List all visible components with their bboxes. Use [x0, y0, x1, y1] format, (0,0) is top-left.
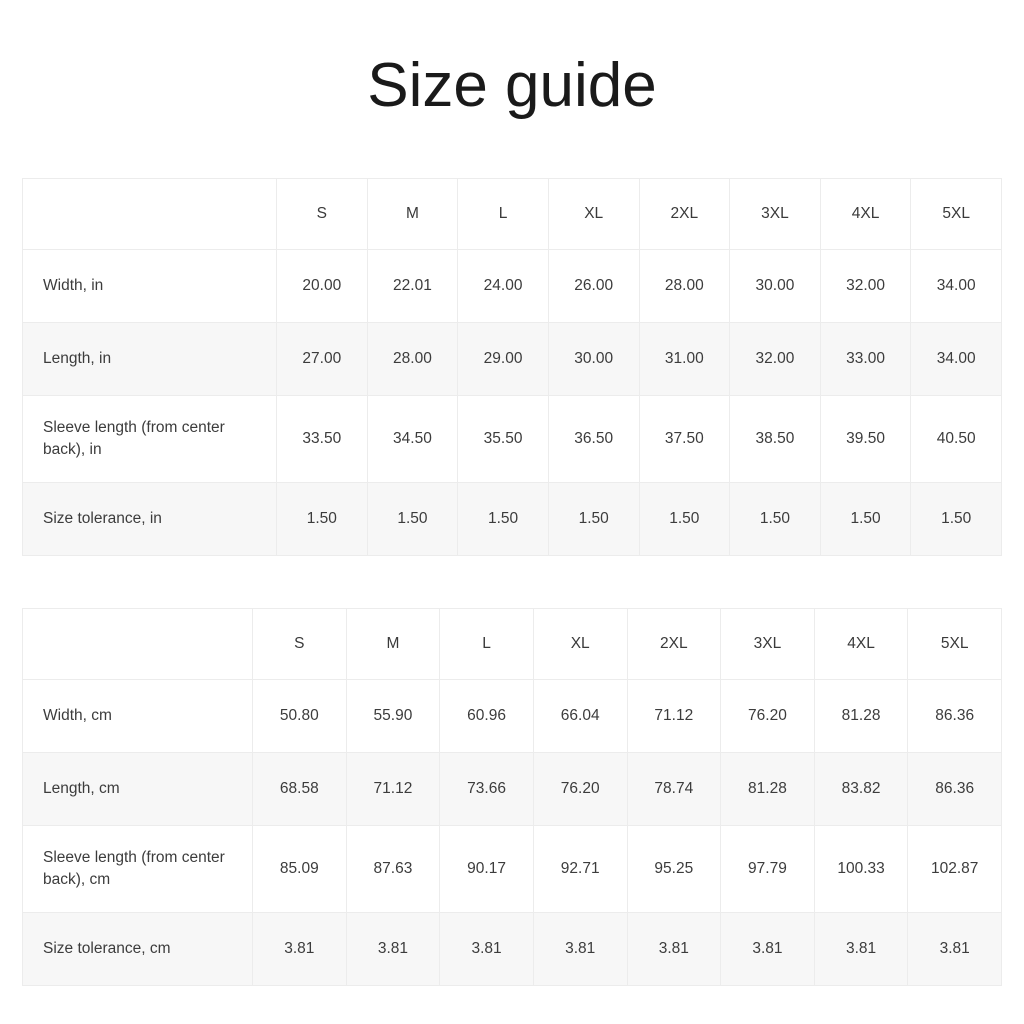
- cell-value: 40.50: [911, 396, 1002, 483]
- column-header-xl: XL: [548, 179, 639, 250]
- column-header-s: S: [253, 609, 347, 680]
- cell-value: 86.36: [908, 753, 1002, 826]
- cell-value: 3.81: [346, 913, 440, 986]
- cell-value: 29.00: [458, 323, 549, 396]
- centimeters-table-header: [23, 609, 1002, 680]
- inches-table-body: [23, 250, 1002, 556]
- cell-value: 97.79: [721, 826, 815, 913]
- cell-value: 1.50: [367, 483, 458, 556]
- row-label: Length, cm: [23, 753, 253, 826]
- cell-value: 66.04: [533, 680, 627, 753]
- cell-value: 36.50: [548, 396, 639, 483]
- cell-value: 78.74: [627, 753, 721, 826]
- cell-value: 81.28: [814, 680, 908, 753]
- cell-value: 76.20: [533, 753, 627, 826]
- cell-value: 92.71: [533, 826, 627, 913]
- centimeters-table-container: [22, 608, 1002, 986]
- page-title: Size guide: [367, 51, 657, 120]
- cell-value: 22.01: [367, 250, 458, 323]
- cell-value: 34.00: [911, 323, 1002, 396]
- cell-value: 38.50: [730, 396, 821, 483]
- table-row: [23, 396, 1002, 483]
- cell-value: 81.28: [721, 753, 815, 826]
- table-row: [23, 913, 1002, 986]
- cell-value: 100.33: [814, 826, 908, 913]
- cell-value: 32.00: [730, 323, 821, 396]
- cell-value: 73.66: [440, 753, 534, 826]
- column-header-s: S: [277, 179, 368, 250]
- cell-value: 85.09: [253, 826, 347, 913]
- column-header-m: M: [346, 609, 440, 680]
- cell-value: 1.50: [639, 483, 730, 556]
- cell-value: 90.17: [440, 826, 534, 913]
- cell-value: 3.81: [627, 913, 721, 986]
- table-corner-cell: [23, 179, 277, 250]
- cell-value: 102.87: [908, 826, 1002, 913]
- cell-value: 60.96: [440, 680, 534, 753]
- column-header-5xl: 5XL: [911, 179, 1002, 250]
- column-header-m: M: [367, 179, 458, 250]
- cell-value: 33.50: [277, 396, 368, 483]
- column-header-xl: XL: [533, 609, 627, 680]
- column-header-4xl: 4XL: [814, 609, 908, 680]
- column-header-3xl: 3XL: [721, 609, 815, 680]
- cell-value: 50.80: [253, 680, 347, 753]
- cell-value: 3.81: [253, 913, 347, 986]
- cell-value: 26.00: [548, 250, 639, 323]
- row-label: Sleeve length (from center back), cm: [23, 826, 253, 913]
- row-label: Width, in: [23, 250, 277, 323]
- cell-value: 32.00: [820, 250, 911, 323]
- row-label: Width, cm: [23, 680, 253, 753]
- cell-value: 39.50: [820, 396, 911, 483]
- cell-value: 3.81: [440, 913, 534, 986]
- cell-value: 1.50: [458, 483, 549, 556]
- cell-value: 28.00: [367, 323, 458, 396]
- table-header-row: [23, 179, 1002, 250]
- centimeters-table-body: [23, 680, 1002, 986]
- column-header-2xl: 2XL: [627, 609, 721, 680]
- cell-value: 1.50: [730, 483, 821, 556]
- cell-value: 76.20: [721, 680, 815, 753]
- cell-value: 1.50: [820, 483, 911, 556]
- cell-value: 1.50: [548, 483, 639, 556]
- row-label: Sleeve length (from center back), in: [23, 396, 277, 483]
- cell-value: 30.00: [548, 323, 639, 396]
- table-row: [23, 826, 1002, 913]
- cell-value: 95.25: [627, 826, 721, 913]
- cell-value: 87.63: [346, 826, 440, 913]
- cell-value: 27.00: [277, 323, 368, 396]
- cell-value: 3.81: [533, 913, 627, 986]
- table-header-row: [23, 609, 1002, 680]
- cell-value: 34.00: [911, 250, 1002, 323]
- cell-value: 34.50: [367, 396, 458, 483]
- table-row: [23, 680, 1002, 753]
- cell-value: 71.12: [627, 680, 721, 753]
- table-row: [23, 483, 1002, 556]
- inches-table: [22, 178, 1002, 556]
- cell-value: 86.36: [908, 680, 1002, 753]
- cell-value: 30.00: [730, 250, 821, 323]
- inches-table-container: [22, 178, 1002, 556]
- table-row: [23, 250, 1002, 323]
- cell-value: 68.58: [253, 753, 347, 826]
- cell-value: 3.81: [814, 913, 908, 986]
- column-header-l: L: [458, 179, 549, 250]
- cell-value: 1.50: [911, 483, 1002, 556]
- row-label: Size tolerance, cm: [23, 913, 253, 986]
- column-header-5xl: 5XL: [908, 609, 1002, 680]
- cell-value: 3.81: [908, 913, 1002, 986]
- table-corner-cell: [23, 609, 253, 680]
- cell-value: 83.82: [814, 753, 908, 826]
- cell-value: 71.12: [346, 753, 440, 826]
- cell-value: 20.00: [277, 250, 368, 323]
- inches-table-header: [23, 179, 1002, 250]
- table-row: [23, 323, 1002, 396]
- cell-value: 37.50: [639, 396, 730, 483]
- row-label: Size tolerance, in: [23, 483, 277, 556]
- column-header-l: L: [440, 609, 534, 680]
- cell-value: 3.81: [721, 913, 815, 986]
- cell-value: 35.50: [458, 396, 549, 483]
- row-label: Length, in: [23, 323, 277, 396]
- cell-value: 31.00: [639, 323, 730, 396]
- cell-value: 55.90: [346, 680, 440, 753]
- cell-value: 28.00: [639, 250, 730, 323]
- column-header-3xl: 3XL: [730, 179, 821, 250]
- centimeters-table: [22, 608, 1002, 986]
- column-header-2xl: 2XL: [639, 179, 730, 250]
- cell-value: 1.50: [277, 483, 368, 556]
- cell-value: 33.00: [820, 323, 911, 396]
- column-header-4xl: 4XL: [820, 179, 911, 250]
- table-row: [23, 753, 1002, 826]
- cell-value: 24.00: [458, 250, 549, 323]
